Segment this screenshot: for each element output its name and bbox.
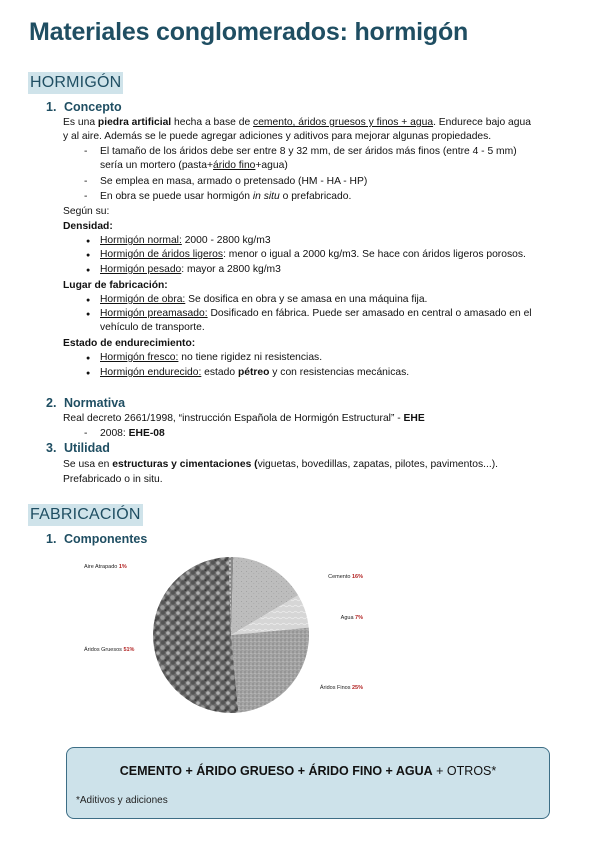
lugar-item-2: ● Hormigón preamasado: Dosificado en fábrica. Puede ser amasado en central o amasado en el [100,307,532,321]
pie-label: Agua 7% [340,615,363,621]
formula-box [66,747,550,819]
subsection-componentes [46,532,147,546]
concepto-paragraph-line-2: y al aire. Además se le puede agregar adiciones y aditivos para mejorar algunas propiedades. [63,131,492,142]
concepto-dash-item-2: - Se emplea en masa, armado o pretensado (HM - HA - HP) [100,175,367,189]
subsection-utilidad [46,441,110,455]
concepto-dash-item-3: - En obra se puede usar hormigón in situ o prefabricado. [100,190,351,204]
subsection-number: 1. [46,532,57,546]
pie-label: Aire Atrapado 1% [84,564,127,570]
pie-label: Cemento 16% [328,574,363,580]
densidad-heading: Densidad: [63,221,113,232]
subsection-title: Utilidad [64,441,110,455]
lugar-item-1: ● Hormigón de obra: Se dosifica en obra y se amasa en una máquina fija. [100,293,427,307]
normativa-line: Real decreto 2661/1998, “instrucción Española de Hormigón Estructural” - EHE [63,413,425,424]
subsection-title: Normativa [64,396,126,410]
page-title: Materiales conglomerados: hormigón [29,18,469,46]
pie-label: Áridos Finos 25% [319,685,363,691]
lugar-heading: Lugar de fabricación: [63,280,168,291]
lugar-item-2-cont: vehículo de transporte. [100,322,205,333]
subsection-title: Componentes [64,532,148,546]
subsection-number: 1. [46,100,57,114]
concepto-dash-item-1-cont: sería un mortero (pasta+árido fino+agua) [100,160,288,171]
subsection-title: Concepto [64,100,122,114]
concepto-dash-item-1: - El tamaño de los áridos debe ser entre 8 y 32 mm, de ser áridos más finos (entre 4 - 5 mm) [100,145,517,159]
pie-slice-áridos-finos [231,628,309,713]
subsection-concepto [46,100,122,114]
components-pie-chart [0,555,600,715]
pie-slice-áridos-gruesos [153,557,238,713]
segun-label: Según su: [63,206,110,217]
estado-item-1: ● Hormigón fresco: no tiene rigidez ni resistencias. [100,351,322,365]
concepto-paragraph-line-1: Es una piedra artificial hecha a base de cemento, áridos gruesos y finos + agua. Endurece bajo agua [63,117,531,128]
densidad-item-2: ● Hormigón de áridos ligeros: menor o igual a 2000 kg/m3. Se hace con áridos ligeros porosos. [100,248,526,262]
utilidad-line-1: Se usa en estructuras y cimentaciones (viguetas, bovedillas, zapatas, pilotes, pavimentos...). [63,459,498,470]
subsection-number: 2. [46,396,57,410]
section-heading-hormigon: HORMIGÓN [28,72,123,94]
subsection-normativa [46,396,125,410]
formula-footnote: *Aditivos y adiciones [76,795,168,806]
utilidad-line-2: Prefabricado o in situ. [63,474,163,485]
pie-label: Áridos Gruesos 51% [84,647,135,653]
formula-text: CEMENTO + ÁRIDO GRUESO + ÁRIDO FINO + AGUA + OTROS* [119,764,497,778]
estado-heading: Estado de endurecimiento: [63,338,196,349]
normativa-dash-item: - 2008: EHE-08 [100,427,165,441]
subsection-number: 3. [46,441,57,455]
densidad-item-3: ● Hormigón pesado: mayor a 2800 kg/m3 [100,263,281,277]
section-heading-fabricacion: FABRICACIÓN [28,504,143,526]
densidad-item-1: ● Hormigón normal: 2000 - 2800 kg/m3 [100,234,271,248]
estado-item-2: ● Hormigón endurecido: estado pétreo y con resistencias mecánicas. [100,366,409,380]
